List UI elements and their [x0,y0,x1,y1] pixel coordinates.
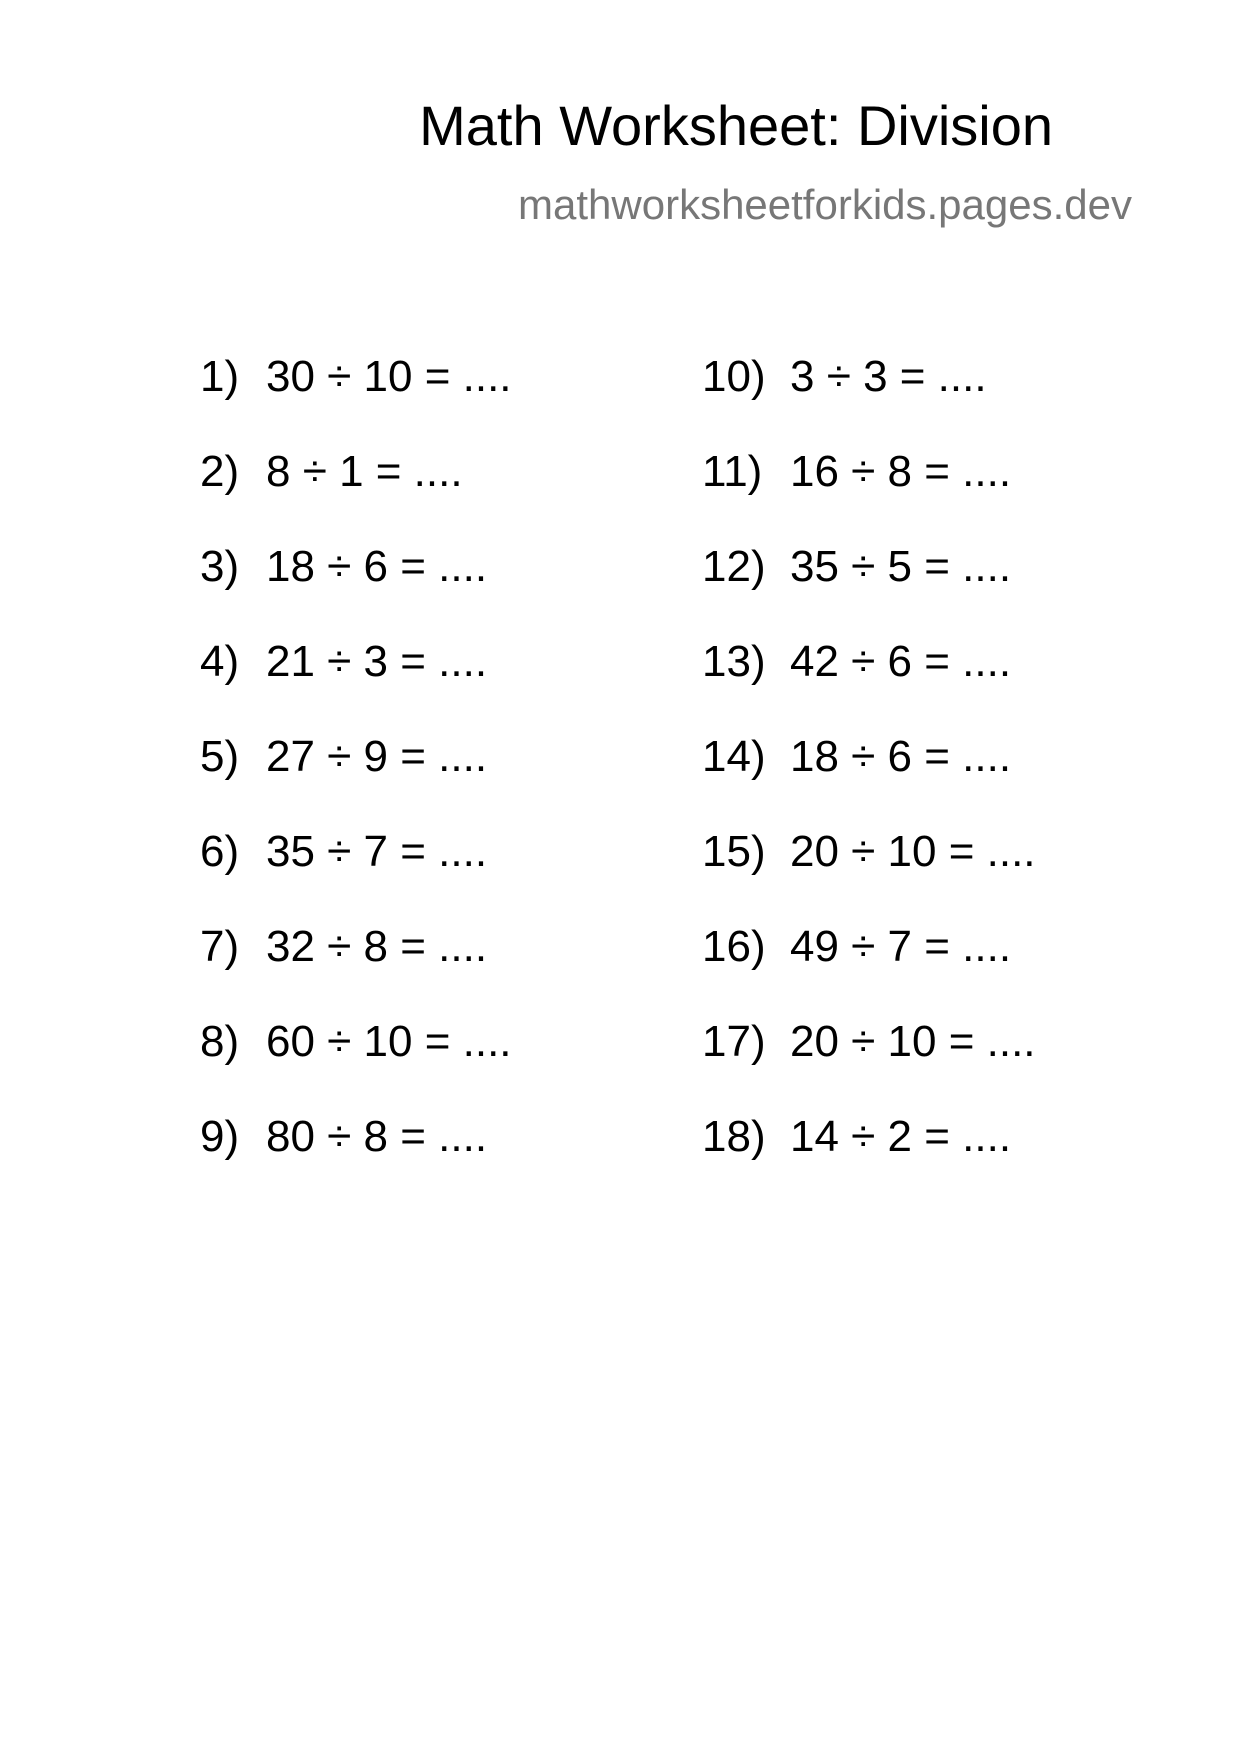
problem-item [200,542,512,640]
problem-expression: 49 ÷ 7 = .... [790,922,1012,971]
problem-number: 13) [702,637,766,686]
problem-item [200,447,512,545]
problem-number: 18) [702,1112,766,1161]
problem-item [200,827,512,925]
problem-expression: 20 ÷ 10 = .... [790,1017,1036,1066]
problem-number: 6) [200,827,240,876]
problem-number: 8) [200,1017,240,1066]
problem-number: 14) [702,732,766,781]
problem-expression: 30 ÷ 10 = .... [266,352,512,401]
problem-item [702,1112,1036,1210]
problem-number: 9) [200,1112,240,1161]
problem-number: 1) [200,352,240,401]
problem-item [200,637,512,735]
problem-number: 10) [702,352,766,401]
problem-item [702,542,1036,640]
problem-expression: 3 ÷ 3 = .... [790,352,987,401]
problem-expression: 18 ÷ 6 = .... [790,732,1012,781]
problem-number: 16) [702,922,766,971]
problem-expression: 27 ÷ 9 = .... [266,732,488,781]
problem-item [702,447,1036,545]
problem-expression: 35 ÷ 7 = .... [266,827,488,876]
problem-item [200,352,512,450]
problem-number: 12) [702,542,766,591]
problem-column-right [702,352,1036,1210]
problem-number: 7) [200,922,240,971]
problem-expression: 16 ÷ 8 = .... [790,447,1012,496]
problem-number: 17) [702,1017,766,1066]
problem-item [702,732,1036,830]
problem-item [702,352,1036,450]
problem-item [200,1112,512,1210]
page-title: Math Worksheet: Division [419,94,1053,157]
problem-number: 11) [702,447,763,496]
problem-number: 5) [200,732,240,781]
problem-expression: 60 ÷ 10 = .... [266,1017,512,1066]
problem-item [200,1017,512,1115]
problem-item [702,922,1036,1020]
problem-number: 2) [200,447,240,496]
problem-item [200,922,512,1020]
problem-expression: 21 ÷ 3 = .... [266,637,488,686]
site-url: mathworksheetforkids.pages.dev [518,181,1132,228]
problem-expression: 32 ÷ 8 = .... [266,922,488,971]
problem-expression: 42 ÷ 6 = .... [790,637,1012,686]
problem-number: 3) [200,542,240,591]
problem-expression: 80 ÷ 8 = .... [266,1112,488,1161]
problem-number: 4) [200,637,240,686]
problem-expression: 20 ÷ 10 = .... [790,827,1036,876]
problem-item [200,732,512,830]
problem-number: 15) [702,827,766,876]
problem-expression: 18 ÷ 6 = .... [266,542,488,591]
problem-expression: 14 ÷ 2 = .... [790,1112,1012,1161]
problem-expression: 8 ÷ 1 = .... [266,447,463,496]
problem-item [702,1017,1036,1115]
problem-item [702,637,1036,735]
problem-item [702,827,1036,925]
problem-column-left [200,352,512,1210]
problem-expression: 35 ÷ 5 = .... [790,542,1012,591]
